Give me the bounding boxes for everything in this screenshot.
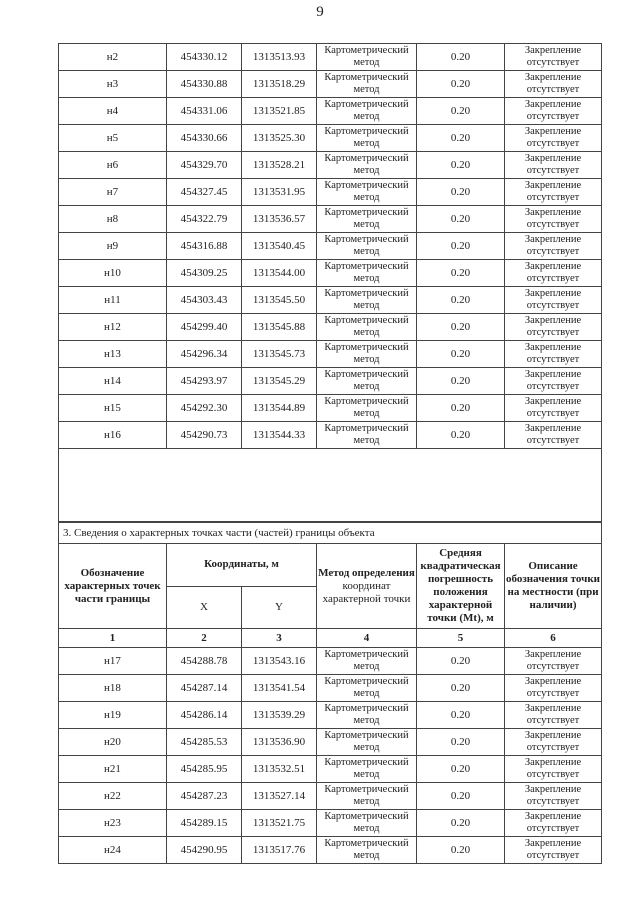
error-cell: 0.20	[417, 287, 505, 314]
fix-description-cell: Закрепление отсутствует	[505, 314, 602, 341]
column-number: 1	[59, 629, 167, 648]
coord-y: 1313521.85	[242, 98, 317, 125]
error-cell: 0.20	[417, 152, 505, 179]
table-row	[59, 125, 602, 152]
fix-description-cell: Закрепление отсутствует	[505, 206, 602, 233]
coord-y: 1313543.16	[242, 648, 317, 675]
fix-description-cell: Закрепление отсутствует	[505, 648, 602, 675]
column-number: 4	[317, 629, 417, 648]
fix-description-cell: Закрепление отсутствует	[505, 368, 602, 395]
point-label: н22	[59, 783, 167, 810]
coord-x: 454330.12	[167, 44, 242, 71]
table-row	[59, 233, 602, 260]
point-label: н13	[59, 341, 167, 368]
table-row	[59, 206, 602, 233]
section3-title: 3. Сведения о характерных точках части (частей) границы объекта	[59, 523, 602, 544]
coord-x: 454289.15	[167, 810, 242, 837]
error-cell: 0.20	[417, 206, 505, 233]
error-cell: 0.20	[417, 422, 505, 449]
header-method: Метод определения координат характерной точки	[317, 544, 417, 629]
fix-description-cell: Закрепление отсутствует	[505, 341, 602, 368]
method-cell: Картометрический метод	[317, 125, 417, 152]
fix-description-cell: Закрепление отсутствует	[505, 260, 602, 287]
method-cell: Картометрический метод	[317, 233, 417, 260]
coord-y: 1313532.51	[242, 756, 317, 783]
coord-y: 1313536.57	[242, 206, 317, 233]
point-label: н21	[59, 756, 167, 783]
section3-points-table	[58, 522, 602, 864]
point-label: н18	[59, 675, 167, 702]
table-row	[59, 152, 602, 179]
fix-description-cell: Закрепление отсутствует	[505, 729, 602, 756]
error-cell: 0.20	[417, 44, 505, 71]
coord-x: 454292.30	[167, 395, 242, 422]
fix-description-cell: Закрепление отсутствует	[505, 783, 602, 810]
table-row	[59, 783, 602, 810]
method-cell: Картометрический метод	[317, 98, 417, 125]
coord-y: 1313528.21	[242, 152, 317, 179]
method-cell: Картометрический метод	[317, 756, 417, 783]
error-cell: 0.20	[417, 179, 505, 206]
column-number: 6	[505, 629, 602, 648]
error-cell: 0.20	[417, 125, 505, 152]
point-label: н4	[59, 98, 167, 125]
fix-description-cell: Закрепление отсутствует	[505, 702, 602, 729]
column-number: 2	[167, 629, 242, 648]
table-row	[59, 341, 602, 368]
point-label: н5	[59, 125, 167, 152]
coord-x: 454303.43	[167, 287, 242, 314]
coord-y: 1313513.93	[242, 44, 317, 71]
method-cell: Картометрический метод	[317, 341, 417, 368]
method-cell: Картометрический метод	[317, 810, 417, 837]
coord-y: 1313544.89	[242, 395, 317, 422]
error-cell: 0.20	[417, 260, 505, 287]
table-row	[59, 810, 602, 837]
error-cell: 0.20	[417, 675, 505, 702]
fix-description-cell: Закрепление отсутствует	[505, 98, 602, 125]
coord-x: 454293.97	[167, 368, 242, 395]
method-cell: Картометрический метод	[317, 260, 417, 287]
coord-x: 454330.88	[167, 71, 242, 98]
fix-description-cell: Закрепление отсутствует	[505, 837, 602, 864]
coord-x: 454290.95	[167, 837, 242, 864]
coord-x: 454285.95	[167, 756, 242, 783]
error-cell: 0.20	[417, 341, 505, 368]
error-cell: 0.20	[417, 756, 505, 783]
header-fix-description: Описание обозначения точки на местности (при наличии)	[505, 544, 602, 629]
method-cell: Картометрический метод	[317, 152, 417, 179]
coordinates-table-continued	[58, 43, 602, 522]
method-cell: Картометрический метод	[317, 395, 417, 422]
error-cell: 0.20	[417, 368, 505, 395]
method-cell: Картометрический метод	[317, 71, 417, 98]
point-label: н8	[59, 206, 167, 233]
point-label: н23	[59, 810, 167, 837]
fix-description-cell: Закрепление отсутствует	[505, 756, 602, 783]
method-cell: Картометрический метод	[317, 287, 417, 314]
fix-description-cell: Закрепление отсутствует	[505, 675, 602, 702]
coord-y: 1313517.76	[242, 837, 317, 864]
error-cell: 0.20	[417, 783, 505, 810]
table-row	[59, 179, 602, 206]
table-row	[59, 675, 602, 702]
fix-description-cell: Закрепление отсутствует	[505, 422, 602, 449]
point-label: н7	[59, 179, 167, 206]
error-cell: 0.20	[417, 395, 505, 422]
header-x: X	[167, 586, 242, 629]
error-cell: 0.20	[417, 729, 505, 756]
error-cell: 0.20	[417, 702, 505, 729]
point-label: н11	[59, 287, 167, 314]
header-y: Y	[242, 586, 317, 629]
coord-x: 454290.73	[167, 422, 242, 449]
error-cell: 0.20	[417, 810, 505, 837]
coord-y: 1313545.73	[242, 341, 317, 368]
coord-x: 454331.06	[167, 98, 242, 125]
fix-description-cell: Закрепление отсутствует	[505, 233, 602, 260]
method-cell: Картометрический метод	[317, 422, 417, 449]
point-label: н20	[59, 729, 167, 756]
error-cell: 0.20	[417, 648, 505, 675]
coord-x: 454288.78	[167, 648, 242, 675]
method-cell: Картометрический метод	[317, 368, 417, 395]
point-label: н3	[59, 71, 167, 98]
table-row	[59, 648, 602, 675]
header-point-designation: Обозначение характерных точек части границы	[59, 544, 167, 629]
method-cell: Картометрический метод	[317, 702, 417, 729]
empty-cell	[59, 449, 602, 522]
error-cell: 0.20	[417, 314, 505, 341]
table-row	[59, 287, 602, 314]
table-row	[59, 260, 602, 287]
fix-description-cell: Закрепление отсутствует	[505, 71, 602, 98]
method-cell: Картометрический метод	[317, 648, 417, 675]
point-label: н12	[59, 314, 167, 341]
table-row	[59, 44, 602, 71]
point-label: н6	[59, 152, 167, 179]
method-cell: Картометрический метод	[317, 783, 417, 810]
empty-row	[59, 449, 602, 522]
column-number: 5	[417, 629, 505, 648]
coord-x: 454287.23	[167, 783, 242, 810]
coord-x: 454327.45	[167, 179, 242, 206]
coord-y: 1313527.14	[242, 783, 317, 810]
method-cell: Картометрический метод	[317, 44, 417, 71]
coord-x: 454329.70	[167, 152, 242, 179]
column-numbers-row	[59, 629, 602, 648]
point-label: н14	[59, 368, 167, 395]
coord-y: 1313545.29	[242, 368, 317, 395]
method-cell: Картометрический метод	[317, 314, 417, 341]
page-number: 9	[316, 4, 324, 20]
table-row	[59, 729, 602, 756]
coord-x: 454296.34	[167, 341, 242, 368]
coord-y: 1313540.45	[242, 233, 317, 260]
table-row	[59, 314, 602, 341]
coord-y: 1313545.50	[242, 287, 317, 314]
method-cell: Картометрический метод	[317, 179, 417, 206]
fix-description-cell: Закрепление отсутствует	[505, 810, 602, 837]
table-row	[59, 71, 602, 98]
coord-y: 1313525.30	[242, 125, 317, 152]
point-label: н19	[59, 702, 167, 729]
method-cell: Картометрический метод	[317, 675, 417, 702]
point-label: н9	[59, 233, 167, 260]
coord-x: 454322.79	[167, 206, 242, 233]
coord-y: 1313521.75	[242, 810, 317, 837]
coord-y: 1313544.33	[242, 422, 317, 449]
coord-y: 1313539.29	[242, 702, 317, 729]
point-label: н24	[59, 837, 167, 864]
error-cell: 0.20	[417, 98, 505, 125]
coord-x: 454287.14	[167, 675, 242, 702]
error-cell: 0.20	[417, 837, 505, 864]
column-number: 3	[242, 629, 317, 648]
table-row	[59, 368, 602, 395]
table-row	[59, 756, 602, 783]
coord-x: 454286.14	[167, 702, 242, 729]
method-cell: Картометрический метод	[317, 206, 417, 233]
table-row	[59, 837, 602, 864]
header-error: Средняя квадратическая погрешность положения характерной точки (Mt), м	[417, 544, 505, 629]
coord-y: 1313531.95	[242, 179, 317, 206]
fix-description-cell: Закрепление отсутствует	[505, 287, 602, 314]
error-cell: 0.20	[417, 233, 505, 260]
fix-description-cell: Закрепление отсутствует	[505, 395, 602, 422]
method-cell: Картометрический метод	[317, 837, 417, 864]
table-row	[59, 395, 602, 422]
coord-x: 454309.25	[167, 260, 242, 287]
header-coordinates: Координаты, м	[167, 544, 317, 587]
error-cell: 0.20	[417, 71, 505, 98]
fix-description-cell: Закрепление отсутствует	[505, 125, 602, 152]
method-cell: Картометрический метод	[317, 729, 417, 756]
coord-x: 454299.40	[167, 314, 242, 341]
coord-y: 1313545.88	[242, 314, 317, 341]
fix-description-cell: Закрепление отсутствует	[505, 44, 602, 71]
coord-x: 454285.53	[167, 729, 242, 756]
point-label: н15	[59, 395, 167, 422]
coord-y: 1313541.54	[242, 675, 317, 702]
coord-y: 1313518.29	[242, 71, 317, 98]
fix-description-cell: Закрепление отсутствует	[505, 179, 602, 206]
coord-x: 454330.66	[167, 125, 242, 152]
coord-y: 1313536.90	[242, 729, 317, 756]
coord-x: 454316.88	[167, 233, 242, 260]
point-label: н2	[59, 44, 167, 71]
point-label: н10	[59, 260, 167, 287]
coord-y: 1313544.00	[242, 260, 317, 287]
table-row	[59, 702, 602, 729]
point-label: н16	[59, 422, 167, 449]
point-label: н17	[59, 648, 167, 675]
table-row	[59, 422, 602, 449]
table-row	[59, 98, 602, 125]
fix-description-cell: Закрепление отсутствует	[505, 152, 602, 179]
